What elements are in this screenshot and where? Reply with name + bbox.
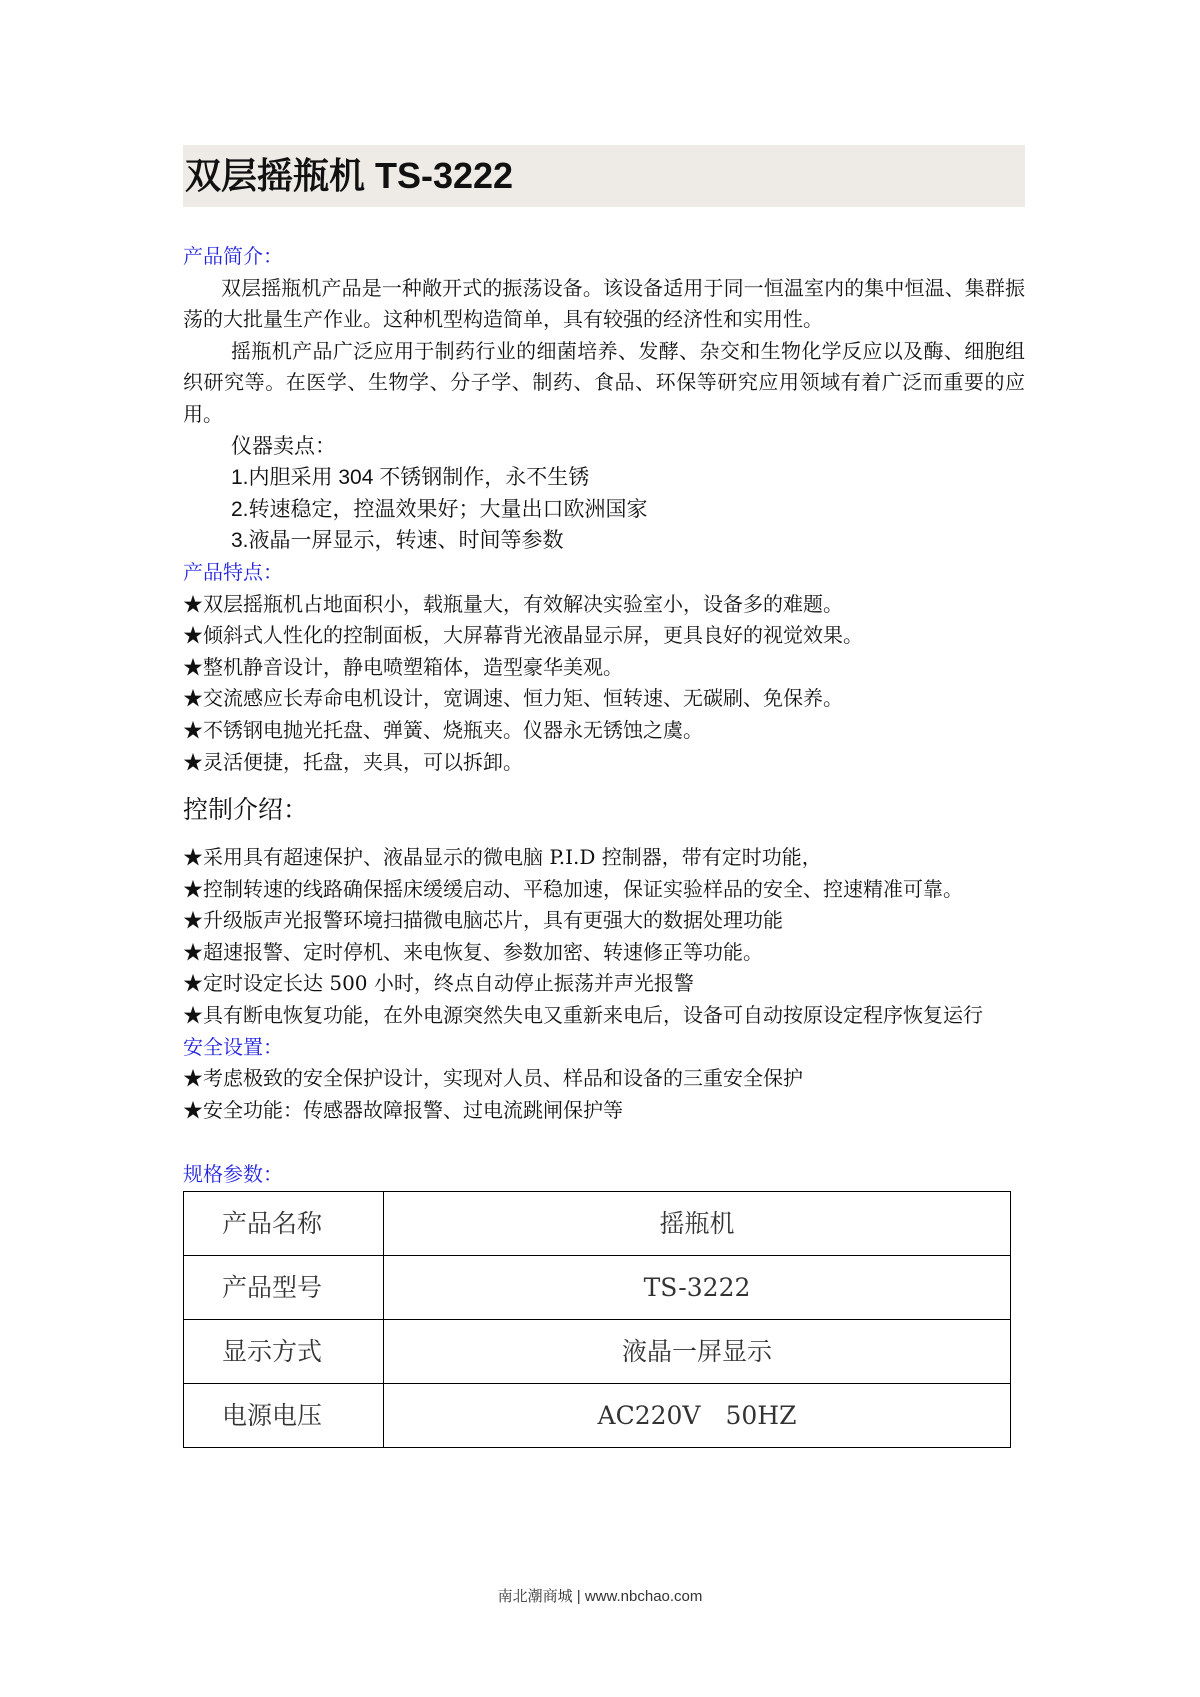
feature-item: ★不锈钢电抛光托盘、弹簧、烧瓶夹。仪器永无锈蚀之虞。: [183, 717, 703, 742]
spec-value: TS-3222: [384, 1256, 1011, 1320]
intro-paragraph: 摇瓶机产品广泛应用于制药行业的细菌培养、发酵、杂交和生物化学反应以及酶、细胞组织研究等。在医学、生物学、分子学、制药、食品、环保等研究应用领域有着广泛而重要的应用。: [183, 338, 1025, 426]
intro-paragraph: 双层摇瓶机产品是一种敞开式的振荡设备。该设备适用于同一恒温室内的集中恒温、集群振荡的大批量生产作业。这种机型构造简单，具有较强的经济性和实用性。: [183, 275, 1025, 332]
spec-value: 摇瓶机: [384, 1192, 1011, 1256]
feature-item: ★倾斜式人性化的控制面板，大屏幕背光液晶显示屏，更具良好的视觉效果。: [183, 623, 863, 648]
control-item: ★定时设定长达 500 小时，终点自动停止振荡并声光报警: [183, 971, 694, 996]
control-item: ★升级版声光报警环境扫描微电脑芯片，具有更强大的数据处理功能: [183, 908, 783, 933]
selling-point: 2.转速稳定，控温效果好；大量出口欧洲国家: [231, 497, 648, 521]
feature-item: ★灵活便捷，托盘，夹具，可以拆卸。: [183, 749, 523, 774]
control-item: ★具有断电恢复功能，在外电源突然失电又重新来电后，设备可自动按原设定程序恢复运行: [183, 1003, 983, 1028]
features-heading: 产品特点：: [183, 559, 283, 584]
control-item: ★控制转速的线路确保摇床缓缓启动、平稳加速，保证实验样品的安全、控速精准可靠。: [183, 876, 963, 901]
feature-item: ★交流感应长寿命电机设计，宽调速、恒力矩、恒转速、无碳刷、免保养。: [183, 686, 843, 711]
intro-heading: 产品简介：: [183, 244, 283, 268]
spec-value: AC220V 50HZ: [384, 1384, 1011, 1448]
table-row: [184, 1320, 1011, 1384]
table-row: [184, 1192, 1011, 1256]
specs-table: [183, 1191, 1011, 1448]
specs-heading: 规格参数：: [183, 1162, 283, 1187]
safety-item: ★考虑极致的安全保护设计，实现对人员、样品和设备的三重安全保护: [183, 1066, 803, 1091]
table-row: [184, 1256, 1011, 1320]
control-item: ★采用具有超速保护、液晶显示的微电脑 P.I.D 控制器，带有定时功能，: [183, 845, 822, 870]
feature-item: ★双层摇瓶机占地面积小，载瓶量大，有效解决实验室小，设备多的难题。: [183, 591, 843, 616]
control-item: ★超速报警、定时停机、来电恢复、参数加密、转速修正等功能。: [183, 939, 763, 964]
page-title: 双层摇瓶机 TS-3222: [185, 155, 514, 196]
spec-key: 显示方式: [184, 1320, 384, 1384]
spec-key: 产品名称: [184, 1192, 384, 1256]
title-banner: [183, 145, 1025, 207]
table-row: [184, 1384, 1011, 1448]
safety-item: ★安全功能：传感器故障报警、过电流跳闸保护等: [183, 1097, 623, 1122]
document-body: [183, 241, 1025, 1448]
spec-key: 产品型号: [184, 1256, 384, 1320]
spec-value: 液晶一屏显示: [384, 1320, 1011, 1384]
selling-point: 3.液晶一屏显示，转速、时间等参数: [231, 529, 564, 553]
selling-point: 1.内胆采用 304 不锈钢制作，永不生锈: [231, 466, 590, 490]
spec-key: 电源电压: [184, 1384, 384, 1448]
selling-heading: 仪器卖点：: [231, 434, 336, 458]
safety-heading: 安全设置：: [183, 1034, 283, 1059]
feature-item: ★整机静音设计，静电喷塑箱体，造型豪华美观。: [183, 654, 623, 679]
footer: 南北潮商城 | www.nbchao.com: [497, 1588, 703, 1605]
control-heading: 控制介绍：: [183, 795, 309, 825]
